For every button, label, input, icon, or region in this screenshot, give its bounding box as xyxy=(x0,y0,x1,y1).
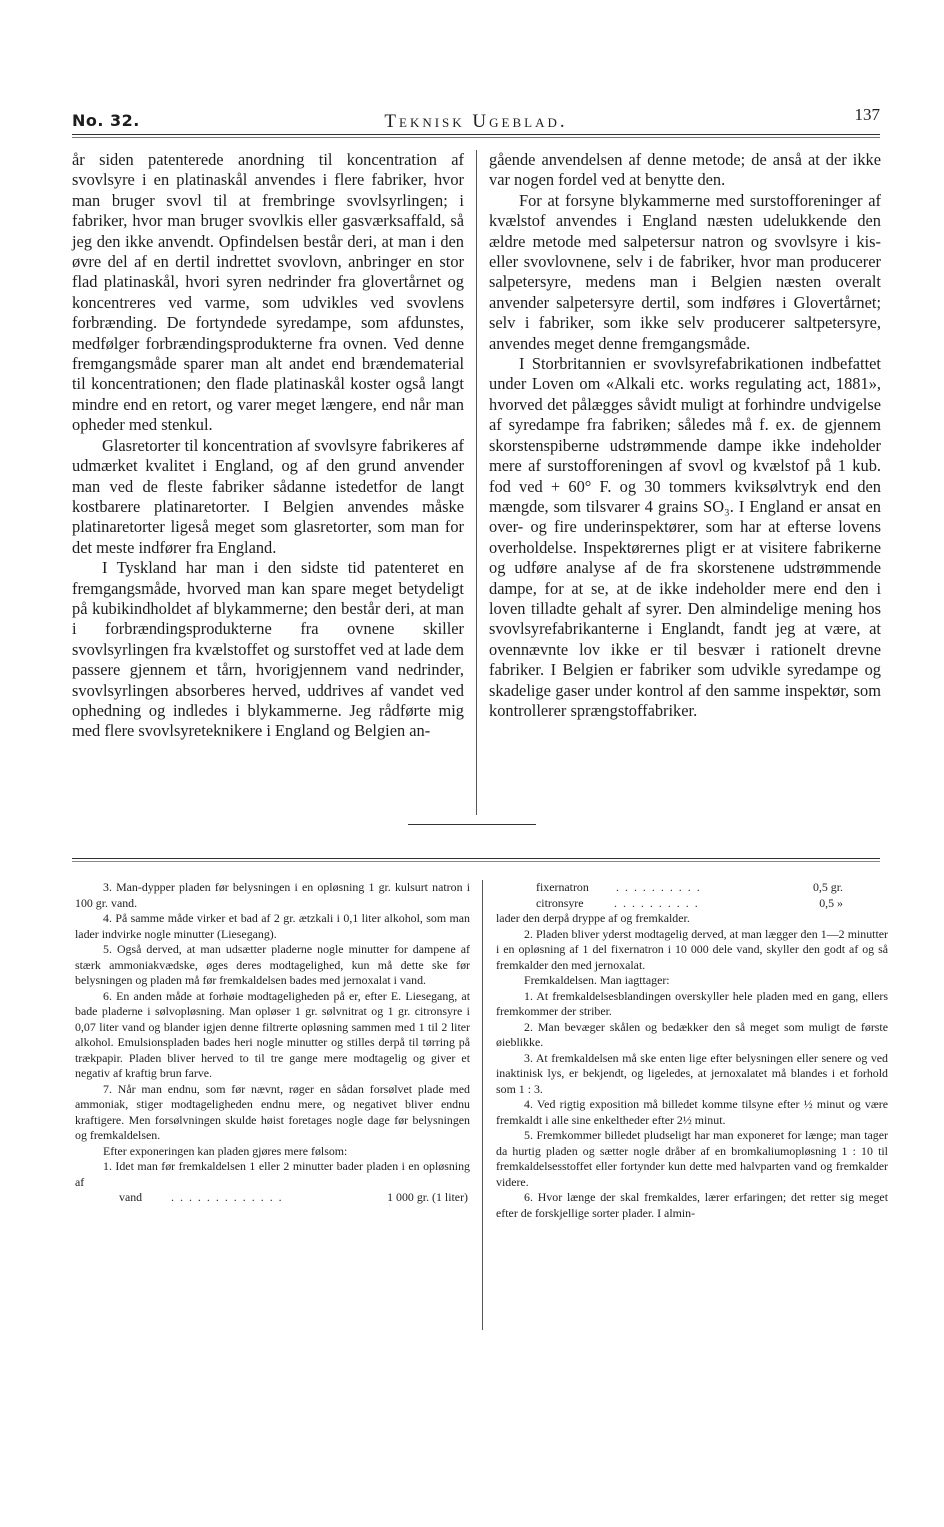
note-item: 1. Idet man før fremkaldelsen 1 eller 2 minutter bader pladen i en opløsning af xyxy=(75,1159,470,1189)
right-paragraph-3: I Storbritannien er svovlsyrefabrikationen indbefattet under Loven om «Alkali etc. works regulating act, 1881», hvorved det pålægges såvidt muligt at forhindre undvigelse af syredampe fra fabriken; således må f. ex. de gjennem skorstenspiberne udstrømmende dampe ikke indeholder mere af surstofforeningen af svovl og kvælstof på 1 kub. fod ved + 60° F. og 30 tommers kviksølvtryk end den mængde, som tilsvarer 4 grains SO₃. I England er ansat en over- og fire underinspektører, som har at efterse lovens overholdelse. Inspektørernes pligt er at visitere fabrikerne og udføre analyse af de fra skorstenene udstrømmende dampe, for at se, at de ikke indeholder mere end den i loven tilladte gehalt af syrer. Den almindelige mening hos svovlsyrefabrikanterne i Englandt, fandt jeg at være, at ovennævnte lov ikke er til besvær i rationelt drevne fabriker. I Belgien er fabriker som udvikle syredampe og skadelige gaser under kontrol af den samme inspektør, som kontrollerer sprængstoffabriker. xyxy=(489,354,881,720)
notes-right-column xyxy=(496,880,888,1221)
note-item: 5. Også derved, at man udsætter pladerne nogle minutter for dampene af stærk ammoniakvædske, øges deres modtagelighed, kun må dette ske før belysningen og pladen må før fremkaldelsen bades med jernoxalat i vand. xyxy=(75,942,470,987)
section-end-rule xyxy=(408,824,536,825)
note-item: 4. På samme måde virker et bad af 2 gr. ætzkali i 0,1 liter alkohol, som man lader indvirke nogle minutter (Liesegang). xyxy=(75,911,470,941)
leader-dots: ............. xyxy=(171,1190,288,1204)
journal-title: Teknisk Ugeblad. xyxy=(384,111,568,132)
leader-dots: .......... xyxy=(614,895,704,910)
left-paragraph-1: år siden patenterede anordning til koncentration af svovlsyre i en platinaskål anvendes i flere fabriker, hvor man bruger svovl til at frembringe svovlsyrlingen; i fabriker, hvor man bruger svovlkis eller gasværksaffald, så jeg den ikke anvendt. Opfindelsen består deri, at man i den øvre del af en dertil indrettet svovlovn, anbringer en stor flad platinaskål, hvori syren nedrinder fra glovertårnet og koncentreres ved varme, som udvikles ved svovlens forbrænding. De fortyndede syredampe, som afdunstes, medfølger forbrændingsprodukterne fra ovnen. Ved denne fremgangsmåde sparer man alt andet end brændematerial til koncentrationen; den flade platinaskål koster også langt mindre end en retort, og varer meget længere, end når man opheder med stenkul. xyxy=(72,150,464,435)
issue-number: No. 32. xyxy=(72,111,140,130)
note-item: 6. En anden måde at forhøie modtageligheden på er, efter E. Liesegang, at bade pladerne i sølvopløsning. Man opløser 1 gr. sølvnitrat og 1 gr. citronsyre i 0,07 liter vand og blander igjen denne filtrerte opløsning sammen med 1 til 2 liter alkohol. Emulsionspladen bades heri nogle minutter og stilles derpå til tørring på trækpapir. Pladen bliver herved to til tre gange mere modtagelig og giver et negativ af kraftig brun farve. xyxy=(75,988,470,1080)
note-item: 4. Ved rigtig exposition må billedet komme tilsyne efter ½ minut og være fremkaldt i alle sine enkeltheder efter 2½ minut. xyxy=(496,1097,888,1127)
header-rule xyxy=(72,134,880,135)
note-heading: Fremkaldelsen. Man iagttager: xyxy=(524,973,670,987)
recipe-row-vand xyxy=(75,1190,470,1206)
footnote-rule xyxy=(72,858,880,859)
left-column xyxy=(72,150,464,742)
leader-dots: .......... xyxy=(616,880,706,894)
note-item: 5. Fremkommer billedet pludseligt har man exponeret for længe; man tager da hurtig pladen og sætter nogle dråber af en bromkaliumopløsning 1 : 10 til fremkaldelsesstoffet eller fortynder kun dette med halvparten vand og fremkalder videre. xyxy=(496,1128,888,1189)
right-paragraph-1: gående anvendelsen af denne metode; de anså at der ikke var nogen fordel ved at benytte den. xyxy=(489,150,881,190)
recipe-row xyxy=(496,896,888,912)
note-item: 3. Man-dypper pladen før belysningen i en opløsning 1 gr. kulsurt natron i 100 gr. vand. xyxy=(75,880,470,910)
recipe-value: 0,5 » xyxy=(819,895,843,910)
page-header xyxy=(72,105,880,131)
note-item: lader den derpå dryppe af og fremkalder. xyxy=(496,911,690,925)
note-item: 3. At fremkaldelsen må ske enten lige efter belysningen eller senere og ved inaktinisk lys, er bekjendt, og ligeledes, at jernoxalatet må blandes i et forhold som 1 : 3. xyxy=(496,1050,888,1096)
left-paragraph-2: Glasretorter til koncentration af svovlsyre fabrikeres af udmærket kvalitet i England, og af den grund anvender man ved de fleste fabriker sådanne istedetfor de langt kostbarere platinaretorter. I Belgien anvendes måske platinaretorter ligeså meget som glasretorter, som man for det meste indfører fra England. xyxy=(72,435,464,557)
note-item: 1. At fremkaldelsesblandingen overskyller hele pladen med en gang, ellers fremkommer der striber. xyxy=(496,988,888,1018)
recipe-value: 1 000 gr. (1 liter) xyxy=(387,1190,468,1204)
note-item: Efter exponeringen kan pladen gjøres mere følsom: xyxy=(103,1143,348,1158)
note-item: 6. Hvor længe der skal fremkaldes, lærer erfaringen; det retter sig meget efter de forskjellige sorter plader. I almin- xyxy=(496,1190,888,1220)
footnote-rule-thin xyxy=(72,861,880,862)
right-paragraph-2: For at forsyne blykammerne med surstofforeninger af kvælstof anvendes i England næsten udelukkende den ældre metode med salpetersur natron og svovlsyre i kis- eller svovlovnene, selv i de fabriker, hvor man producerer salpetersyre, medens man i Belgien næsten overalt anvender salpetersyre dertil, som indføres i Glovertårnet; selv i fabriker, som ikke selv producerer saltpetersyre, anvendes meget denne fremgangsmåde. xyxy=(489,190,881,353)
note-item: 7. Når man endnu, som før nævnt, røger en sådan forsølvet plade med ammoniak, stiger modtageligheden endnu mere, og negativet bliver endnu kraftigere. Men forsølvningen skulde høist foretages nogle dage før belysningen og fremkaldelsen. xyxy=(75,1081,470,1142)
header-rule-thin xyxy=(72,137,880,138)
note-item: 2. Pladen bliver yderst modtagelig derved, at man lægger den 1—2 minutter i en opløsning af 1 del fixernatron i 10 000 dele vand, skyller den godt af og så fremkalder den med jernoxalat. xyxy=(496,926,888,972)
recipe-label: fixernatron xyxy=(536,880,589,894)
recipe-label: citronsyre xyxy=(536,895,584,910)
left-paragraph-3: I Tyskland har man i den sidste tid patenteret en fremgangsmåde, hvorved man kan spare meget betydeligt på kubikindholdet af blykammerne; den består deri, at man i forbrændingsprodukterne fra ovnene skiller svovlsyrlingen fra kvælstoffet og surstoffet ved at lade dem passere gjennem et tårn, hvorigjennem vand nedrinder, svovlsyrlingen absorberes herved, uddrives af vandet ved ophedning og indledes i blykammerne. Jeg rådførte mig med flere svovlsyreteknikere i England og Belgien an- xyxy=(72,558,464,741)
recipe-row xyxy=(496,880,888,896)
notes-divider xyxy=(482,880,483,1330)
note-item: 2. Man bevæger skålen og bedækker den så meget som muligt de første øieblikke. xyxy=(496,1019,888,1049)
page-number: 137 xyxy=(854,105,880,124)
recipe-label: vand xyxy=(119,1190,143,1204)
right-column xyxy=(489,150,881,721)
column-divider xyxy=(476,150,477,815)
notes-left-column xyxy=(75,880,470,1206)
recipe-value: 0,5 gr. xyxy=(812,880,843,894)
